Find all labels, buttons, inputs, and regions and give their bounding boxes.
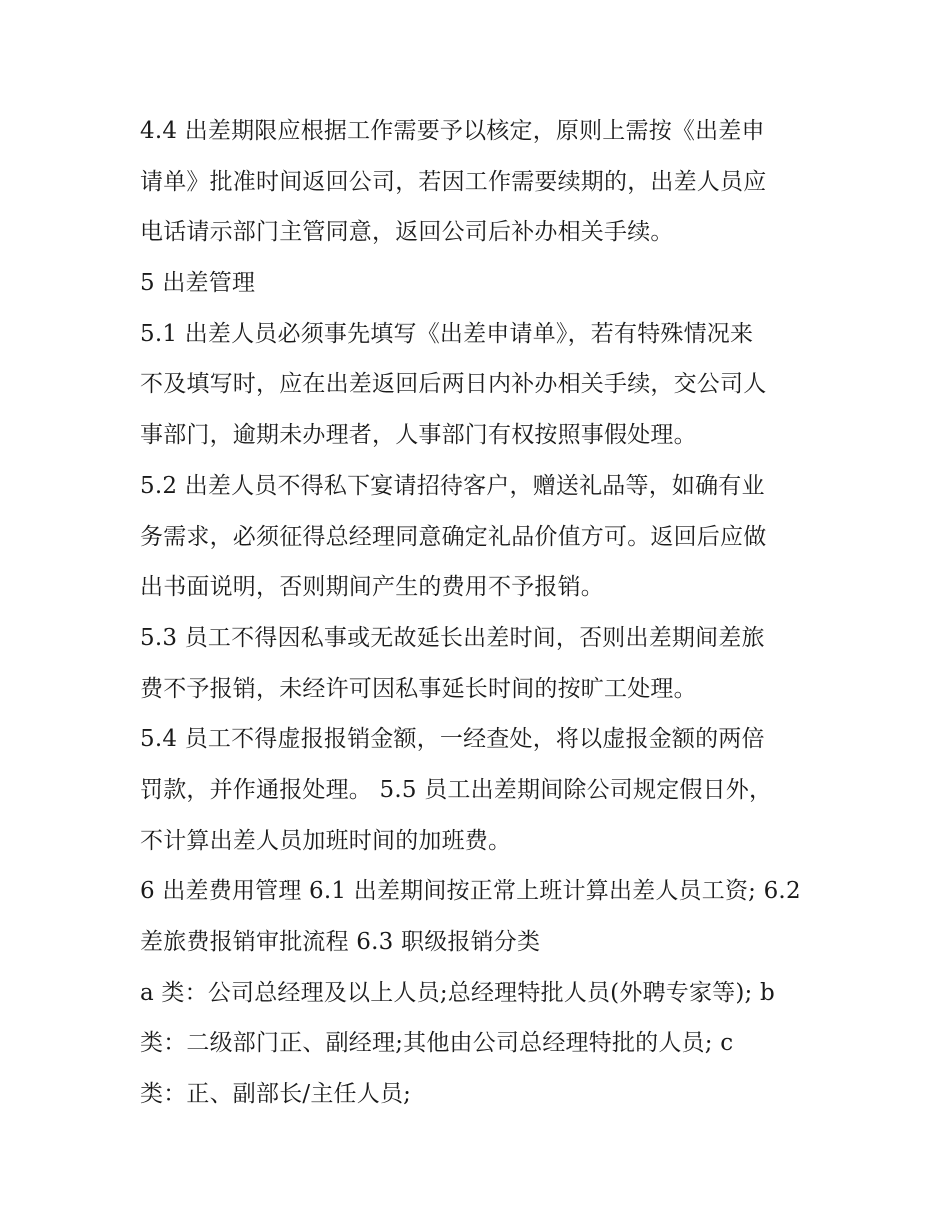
text-line: 请单》批准时间返回公司，若因工作需要续期的，出差人员应 [140, 168, 767, 195]
text-line: 类：二级部门正、副经理;其他由公司总经理特批的人员; c [140, 1030, 734, 1057]
text-line: a 类：公司总经理及以上人员;总经理特批人员(外聘专家等); b [140, 979, 775, 1006]
text-line: 5.3 员工不得因私事或无故延长出差时间，否则出差期间差旅 [140, 624, 765, 651]
text-line: 4.4 出差期限应根据工作需要予以核定，原则上需按《出差申 [140, 118, 765, 144]
text-line: 费不予报销，未经许可因私事延长时间的按旷工处理。 [140, 675, 697, 702]
text-line: 务需求，必须征得总经理同意确定礼品价值方可。返回后应做 [140, 523, 767, 550]
text-line: 差旅费报销审批流程 6.3 职级报销分类 [140, 929, 541, 955]
text-line: 不计算出差人员加班时间的加班费。 [140, 827, 512, 854]
text-line: 5.4 员工不得虚报报销金额，一经查处，将以虚报金额的两倍 [140, 726, 765, 753]
section-heading: 5 出差管理 [140, 270, 256, 297]
text-line: 出书面说明，否则期间产生的费用不予报销。 [140, 574, 604, 601]
text-line: 罚款，并作通报处理。 5.5 员工出差期间除公司规定假日外， [140, 776, 773, 803]
text-line: 事部门，逾期未办理者，人事部门有权按照事假处理。 [140, 422, 697, 449]
text-line: 不及填写时，应在出差返回后两日内补办相关手续，交公司人 [140, 371, 767, 398]
text-line: 5.1 出差人员必须事先填写《出差申请单》，若有特殊情况来 [140, 320, 754, 347]
text-line: 电话请示部门主管同意，返回公司后补办相关手续。 [140, 219, 674, 246]
document-body [140, 106, 830, 1120]
text-line: 6 出差费用管理 6.1 出差期间按正常上班计算出差人员工资; 6.2 [140, 878, 801, 905]
text-line: 5.2 出差人员不得私下宴请招待客户，赠送礼品等，如确有业 [140, 472, 765, 499]
text-line: 类：正、副部长/主任人员; [140, 1081, 412, 1108]
